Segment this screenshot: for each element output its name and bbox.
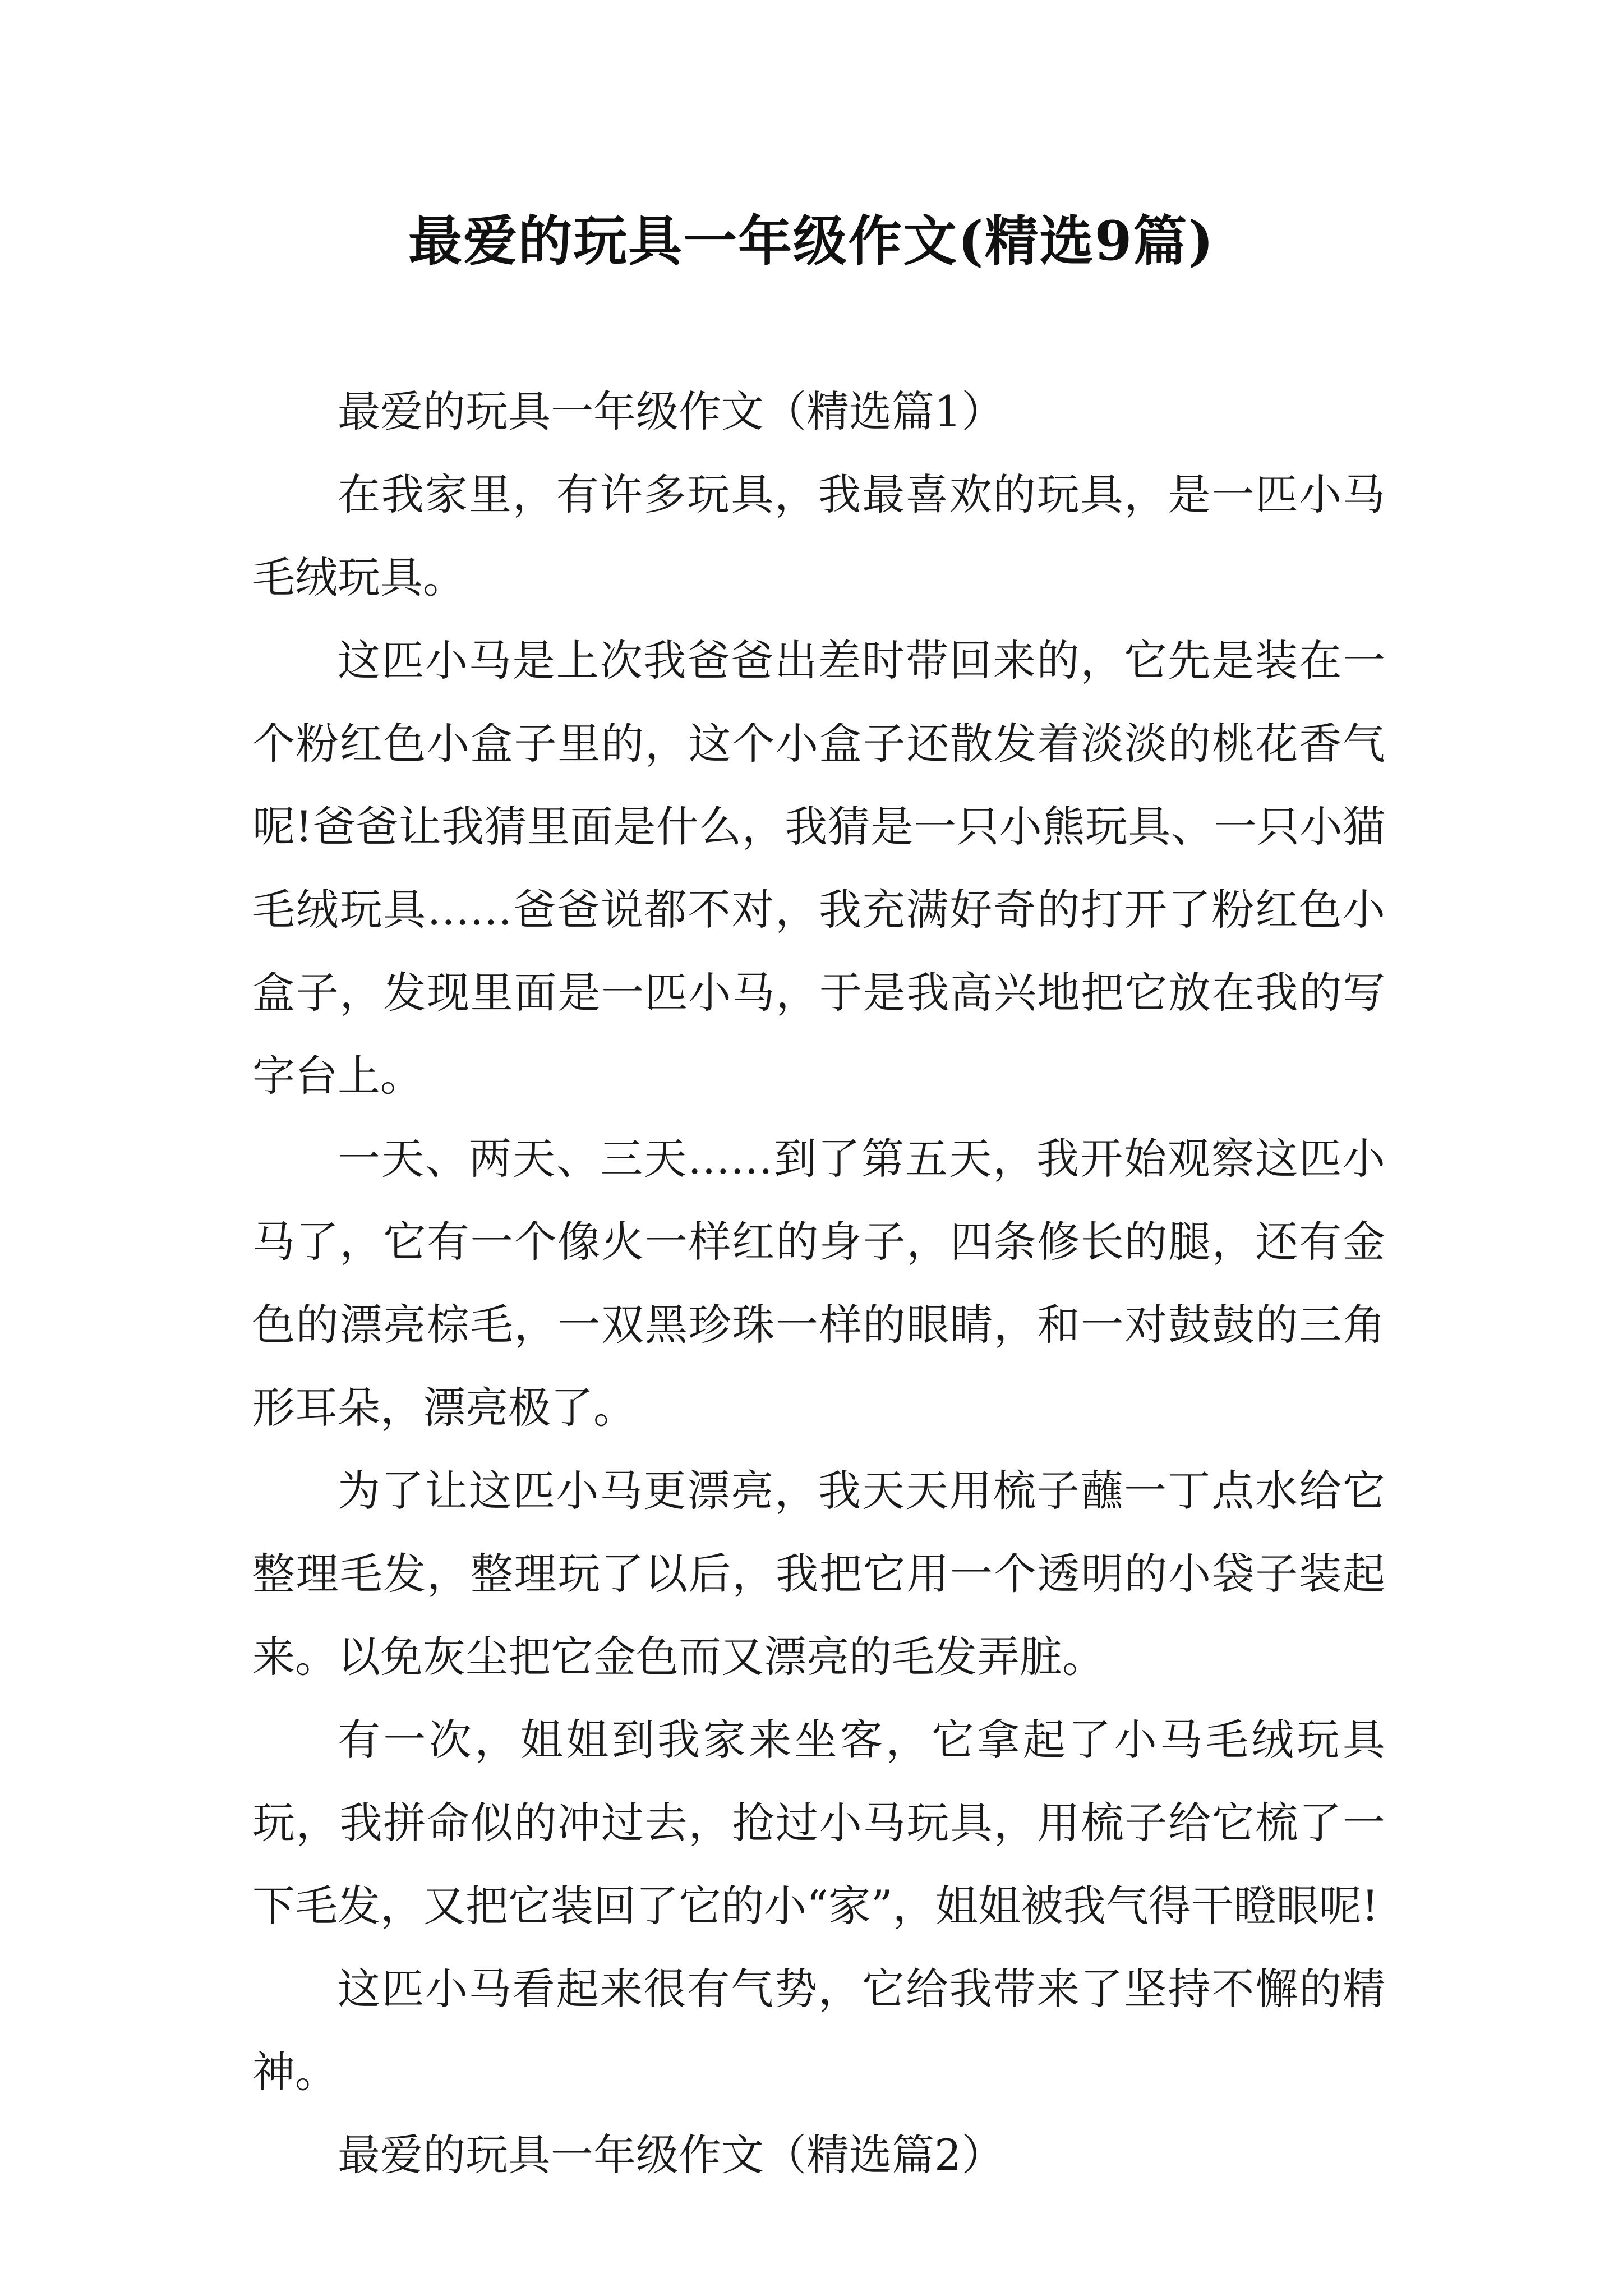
paragraph: 这匹小马是上次我爸爸出差时带回来的，它先是装在一个粉红色小盒子里的，这个小盒子还散发着淡淡的桃花香气呢!爸爸让我猜里面是什么，我猜是一只小熊玩具、一只小猫毛绒玩具……爸爸说都不对，我充满好奇的打开了粉红色小盒子，发现里面是一匹小马，于是我高兴地把它放在我的写字台上。	[252, 636, 1385, 1101]
paragraph: 有一次，姐姐到我家来坐客，它拿起了小马毛绒玩具玩，我拼命似的冲过去，抢过小马玩具，用梳子给它梳了一下毛发，又把它装回了它的小“家”，姐姐被我气得干瞪眼呢!	[252, 1715, 1385, 1931]
paragraph: 一天、两天、三天……到了第五天，我开始观察这匹小马了，它有一个像火一样红的身子，四条修长的腿，还有金色的漂亮棕毛，一双黑珍珠一样的眼睛，和一对鼓鼓的三角形耳朵，漂亮极了。	[252, 1134, 1385, 1433]
paragraph: 为了让这匹小马更漂亮，我天天用梳子蘸一丁点水给它整理毛发，整理玩了以后，我把它用一个透明的小袋子装起来。以免灰尘把它金色而又漂亮的毛发弄脏。	[252, 1466, 1385, 1682]
section-heading-2: 最爱的玩具一年级作文（精选篇2）	[338, 2130, 1004, 2180]
section-heading-1: 最爱的玩具一年级作文（精选篇1）	[338, 386, 1004, 436]
document-body	[252, 370, 1385, 2197]
paragraph: 在我家里，有许多玩具，我最喜欢的玩具，是一匹小马毛绒玩具。	[252, 470, 1385, 602]
document-title: 最爱的玩具一年级作文(精选9篇)	[408, 209, 1215, 273]
paragraph: 这匹小马看起来很有气势，它给我带来了坚持不懈的精神。	[252, 1964, 1385, 2097]
